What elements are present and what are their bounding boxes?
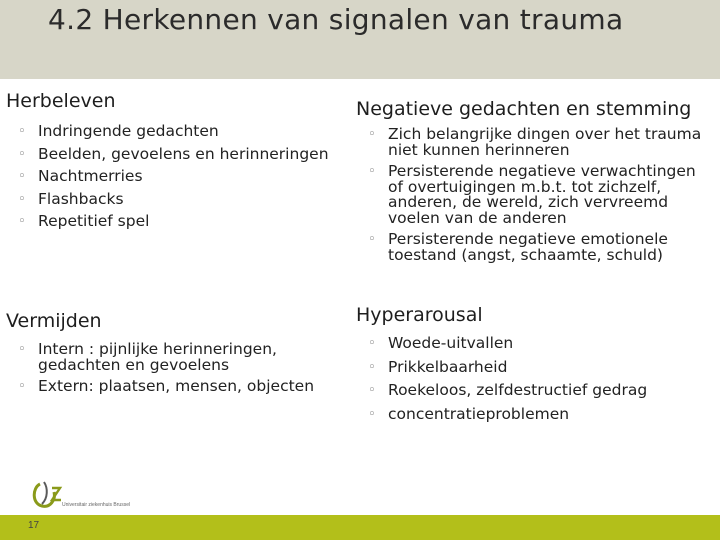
section-heading: Vermijden: [6, 310, 102, 332]
bullet-list: [368, 127, 706, 263]
list-item: [18, 124, 346, 140]
section-hyperarousal: [356, 304, 706, 430]
ring-bullet-icon: ◦: [368, 359, 376, 375]
bullet-list: [18, 342, 346, 395]
ring-bullet-icon: ◦: [18, 214, 26, 229]
list-item: [18, 342, 346, 373]
list-item-text: Repetitief spel: [38, 212, 150, 230]
title-bar: [0, 0, 720, 79]
ring-bullet-icon: ◦: [18, 191, 26, 207]
logo-caption: Universitair ziekenhuis Brussel: [62, 502, 131, 508]
ring-bullet-icon: ◦: [368, 406, 376, 422]
list-item-text: Indringende gedachten: [38, 122, 219, 140]
page-number: 17: [28, 520, 40, 531]
list-item-text: Beelden, gevoelens en herinneringen: [38, 144, 329, 163]
ring-bullet-icon: ◦: [18, 342, 26, 357]
list-item-text: Prikkelbaarheid: [388, 357, 508, 376]
section-negatieve-gedachten: [356, 98, 706, 269]
ring-bullet-icon: ◦: [368, 232, 376, 247]
list-item: [368, 336, 706, 352]
ring-bullet-icon: ◦: [368, 127, 376, 142]
section-heading: Herbeleven: [6, 90, 116, 112]
list-item: [18, 379, 346, 395]
list-item-text: concentratieproblemen: [388, 404, 570, 423]
list-item: [368, 232, 706, 263]
ring-bullet-icon: ◦: [18, 124, 26, 139]
slide-title: 4.2 Herkennen van signalen van trauma: [48, 3, 624, 36]
list-item: [368, 127, 706, 158]
section-heading: Hyperarousal: [356, 304, 483, 326]
list-item-text: Woede-uitvallen: [388, 334, 514, 352]
section-vermijden: [6, 310, 346, 401]
list-item-text: Zich belangrijke dingen over het trauma niet kunnen herinneren: [388, 125, 702, 159]
ring-bullet-icon: ◦: [368, 336, 376, 351]
ring-bullet-icon: ◦: [368, 164, 376, 179]
section-herbeleven: [6, 90, 346, 237]
list-item: [368, 383, 706, 399]
ring-bullet-icon: ◦: [18, 169, 26, 184]
list-item: [18, 214, 346, 230]
bullet-list: [368, 336, 706, 422]
list-item: [18, 169, 346, 185]
ring-bullet-icon: ◦: [368, 383, 376, 398]
list-item-text: Intern : pijnlijke herinneringen, gedachten en gevoelens: [38, 340, 277, 374]
list-item: [18, 189, 346, 208]
footer-bar: [0, 515, 720, 540]
list-item: [368, 357, 706, 376]
list-item-text: Persisterende negatieve verwachtingen of overtuigingen m.b.t. tot zichzelf, anderen, de wereld, zich vervreemd voelen van de anderen: [388, 162, 696, 227]
ring-bullet-icon: ◦: [18, 379, 26, 394]
list-item: [368, 164, 706, 226]
list-item-text: Persisterende negatieve emotionele toestand (angst, schaamte, schuld): [388, 230, 668, 264]
list-item: [18, 144, 346, 163]
list-item-text: Nachtmerries: [38, 167, 143, 185]
list-item: [368, 404, 706, 423]
list-item-text: Extern: plaatsen, mensen, objecten: [38, 377, 315, 395]
ring-bullet-icon: ◦: [18, 146, 26, 162]
section-heading: Negatieve gedachten en stemming: [356, 98, 692, 120]
list-item-text: Flashbacks: [38, 189, 124, 208]
list-item-text: Roekeloos, zelfdestructief gedrag: [388, 381, 648, 399]
bullet-list: [18, 124, 346, 230]
